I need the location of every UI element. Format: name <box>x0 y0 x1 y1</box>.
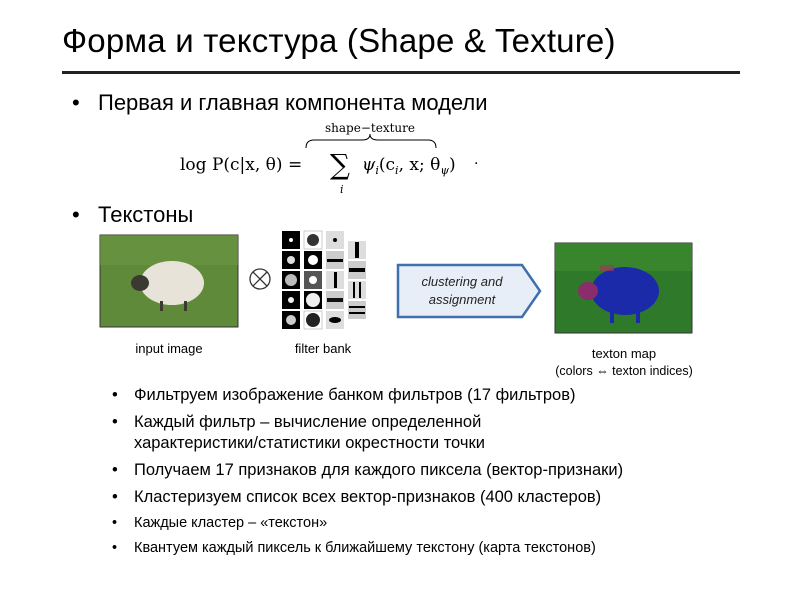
texton-pipeline-figure <box>0 225 800 385</box>
bullet-glyph: • <box>112 413 118 431</box>
slide-title: Форма и текстура (Shape & Texture) <box>62 22 616 59</box>
formula-sum: ∑ <box>330 148 350 181</box>
list-item <box>112 460 792 481</box>
list-item-text: Каждые кластер – «текстон» <box>134 515 328 531</box>
list-item <box>112 412 604 454</box>
formula-term-args: (c <box>378 155 396 175</box>
formula-args-sub: i <box>395 164 399 177</box>
list-item-text: Кластеризуем список всех вектор-признаков (400 кластеров) <box>134 488 602 506</box>
sub-bullet-list <box>112 385 792 564</box>
arrow-label-line2: assignment <box>428 292 496 307</box>
formula-trail-dot: · <box>474 156 479 172</box>
list-item-text: Получаем 17 признаков для каждого пиксела (вектор-признаки) <box>134 461 624 479</box>
filter-col-4 <box>348 241 366 319</box>
formula-overbrace <box>306 134 436 148</box>
label-texton-indices: (colors ⇔ texton indices) <box>555 364 693 378</box>
clustering-arrow <box>398 265 540 317</box>
formula-overbrace-label: shape−texture <box>325 121 415 135</box>
filter-bank <box>282 231 366 329</box>
formula-close: ) <box>448 155 456 175</box>
formula-term <box>362 155 456 177</box>
list-item <box>112 514 792 533</box>
input-image <box>100 235 238 327</box>
list-item-text: Квантуем каждый пиксель к ближайшему текстону (карта текстонов) <box>134 540 596 556</box>
arrow-label-line1: clustering and <box>421 274 503 289</box>
formula-term-sub: i <box>375 164 379 177</box>
list-item <box>112 539 792 558</box>
title-rule <box>62 71 740 74</box>
formula <box>178 118 488 198</box>
bullet-main-component <box>72 90 488 116</box>
texton-map-image <box>555 243 692 333</box>
convolution-operator-icon <box>250 269 270 289</box>
bullet-text: Первая и главная компонента модели <box>98 90 488 115</box>
list-item-text: Фильтруем изображение банком фильтров (17 фильтров) <box>134 386 576 404</box>
list-item-text: Каждый фильтр – вычисление определенной характеристики/статистики окрестности точки <box>134 413 485 452</box>
filter-col-1 <box>282 231 300 329</box>
label-texton-map: texton map <box>591 346 657 361</box>
bullet-text: Текстоны <box>98 202 194 227</box>
filter-col-3 <box>326 231 344 329</box>
bullet-glyph: • <box>72 202 80 227</box>
bullet-glyph: • <box>112 488 118 506</box>
formula-lhs: log P(c|x, θ) = <box>180 155 303 175</box>
label-input-image: input image <box>135 341 203 356</box>
formula-theta-sub: ψ <box>440 164 449 177</box>
formula-psi: ψ <box>362 155 376 175</box>
bullet-glyph: • <box>112 386 118 404</box>
bullet-glyph: • <box>112 540 118 556</box>
list-item <box>112 487 792 508</box>
bullet-glyph: • <box>112 461 118 479</box>
formula-sum-index: i <box>340 183 344 196</box>
bullet-glyph: • <box>112 515 118 531</box>
filter-col-2 <box>304 231 322 329</box>
formula-args-rest: , x; θ <box>398 155 441 175</box>
list-item <box>112 385 792 406</box>
label-filter-bank: filter bank <box>294 341 352 356</box>
bullet-glyph: • <box>72 90 80 115</box>
